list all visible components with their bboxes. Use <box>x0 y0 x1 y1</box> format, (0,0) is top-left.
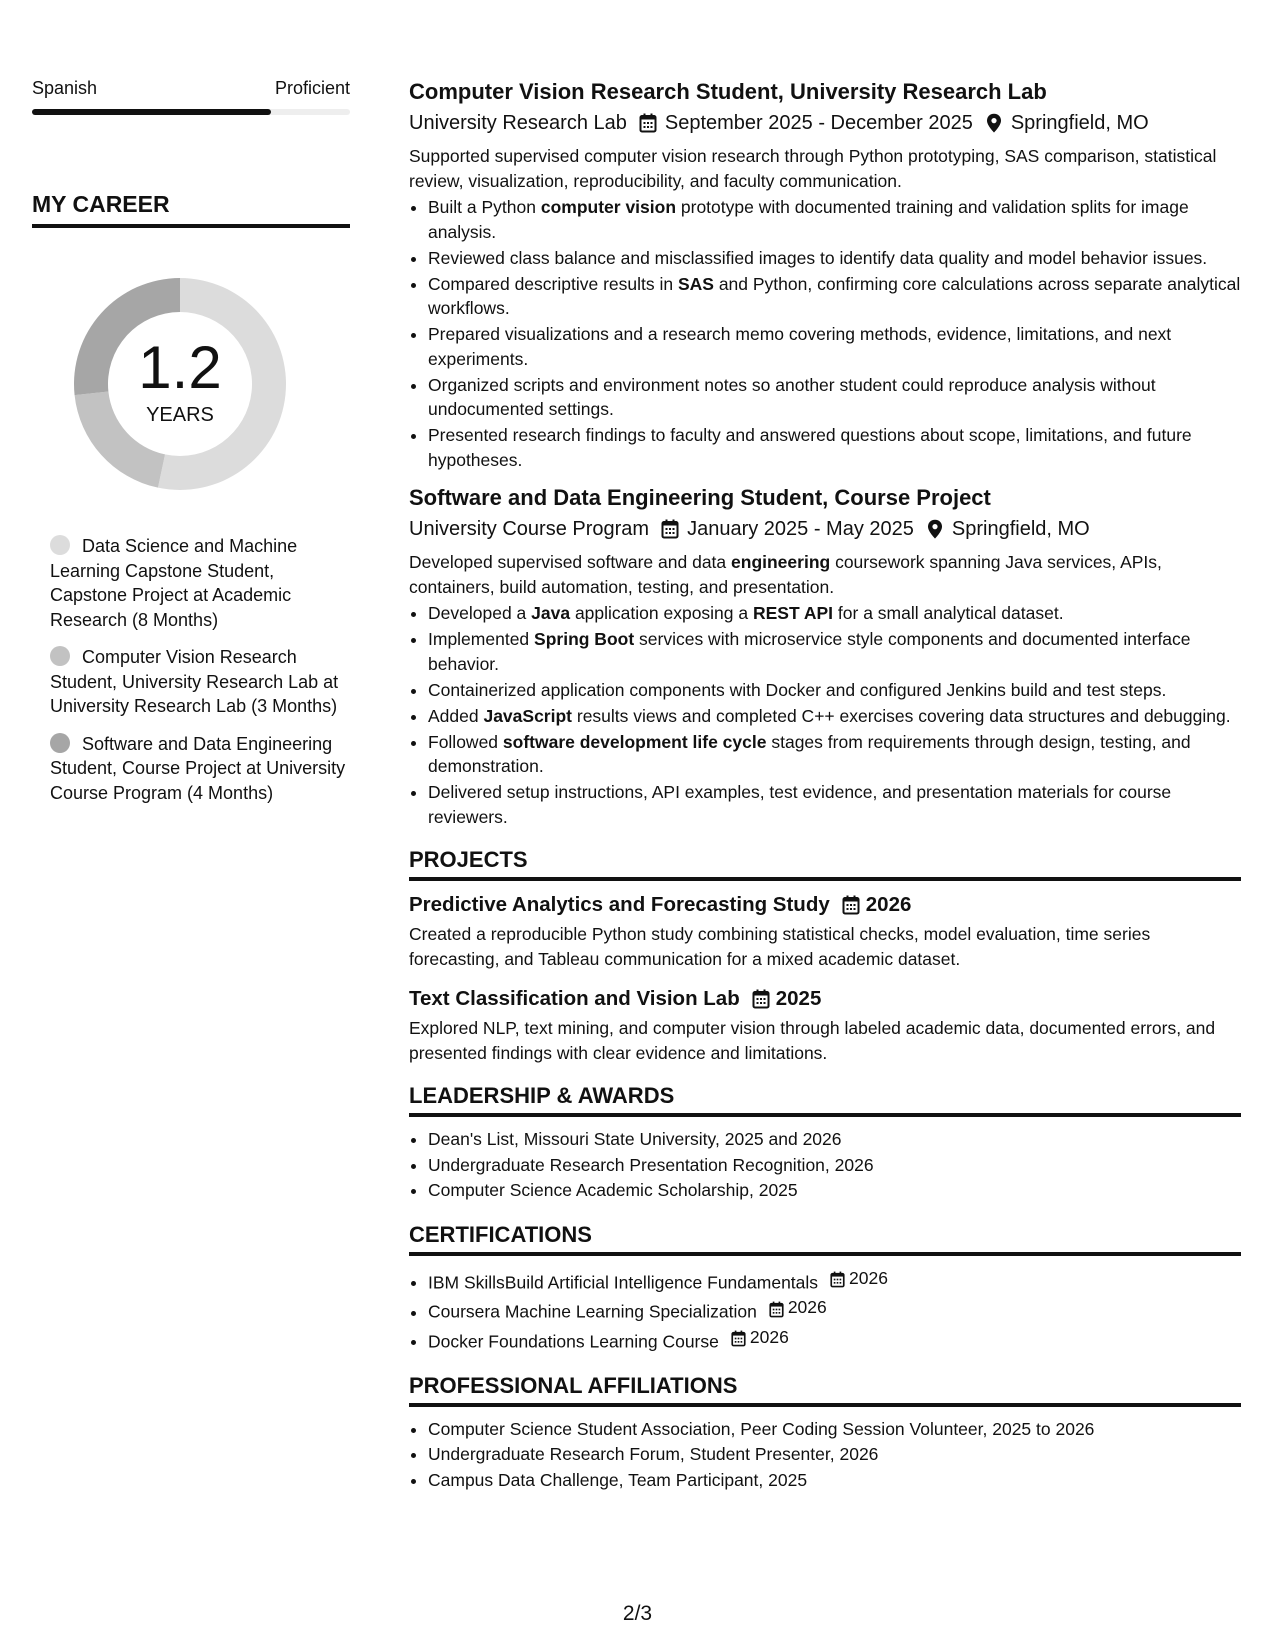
bold-keyword: Java <box>531 603 571 623</box>
job-bullets <box>409 601 1241 829</box>
award-item: • Computer Science Academic Scholarship, 2025 <box>428 1178 1241 1204</box>
job-dates: September 2025 - December 2025 <box>664 112 973 134</box>
text-run: stages from requirements through design, testing, and demonstration. <box>428 731 1191 776</box>
career-legend-item <box>50 732 350 806</box>
job-summary <box>409 550 1241 599</box>
bold-keyword: REST API <box>752 603 834 623</box>
project-entry <box>409 985 1241 1065</box>
job-summary: Supported supervised computer vision research through Python prototyping, SAS comparison, statistical review, visualization, reproducibility, and faculty communication. <box>409 146 1217 191</box>
bold-keyword: JavaScript <box>483 705 572 726</box>
experience-list <box>409 78 1241 829</box>
text-run: Presented research findings to faculty and answered questions about scope, limitations, and future hypotheses. <box>428 425 1192 470</box>
project-description: Explored NLP, text mining, and computer vision through labeled academic data, documented errors, and presented findings with clear evidence and limitations. <box>409 1018 1216 1063</box>
legend-dot-icon <box>50 733 70 753</box>
text-run: Developed supervised software and data <box>409 552 732 572</box>
text-run: Delivered setup instructions, API examples, test evidence, and presentation materials for course reviewers. <box>428 782 1172 827</box>
job-bullet <box>428 678 1241 703</box>
calendar-icon <box>731 1329 746 1346</box>
career-legend-label: Computer Vision Research Student, University Research Lab at University Research Lab (3 Months) <box>50 647 339 716</box>
page-number: 2/3 <box>622 1602 653 1625</box>
job-meta <box>409 516 1241 542</box>
job-organization: University Course Program <box>409 518 650 540</box>
text-run: Compared descriptive results in <box>428 273 678 294</box>
job-entry <box>409 484 1241 829</box>
certification-item <box>428 1325 1241 1355</box>
text-run: Developed a <box>428 603 532 623</box>
certification-date <box>757 1295 827 1321</box>
certification-item <box>428 1295 1241 1325</box>
text-run: results views and completed C++ exercises covering data structures and debugging. <box>572 705 1231 726</box>
certification-name: Coursera Machine Learning Specialization <box>428 1301 757 1322</box>
legend-dot-icon <box>50 535 70 555</box>
career-total-years: 1.2 <box>138 333 222 401</box>
award-item: • Undergraduate Research Presentation Recognition, 2026 <box>428 1153 1241 1179</box>
affiliations-heading: PROFESSIONAL AFFILIATIONS <box>409 1373 1241 1407</box>
job-entry <box>409 78 1241 472</box>
project-description: Created a reproducible Python study combining statistical checks, model evaluation, time series forecasting, and Tableau communication for a mixed academic dataset. <box>409 924 1151 969</box>
affiliations-list <box>409 1417 1241 1494</box>
leadership-heading: LEADERSHIP & AWARDS <box>409 1083 1241 1117</box>
job-location: Springfield, MO <box>951 518 1090 540</box>
projects-heading: PROJECTS <box>409 847 1241 881</box>
map-pin-icon <box>985 113 1003 133</box>
text-run: application exposing a <box>570 603 753 623</box>
certification-name: IBM SkillsBuild Artificial Intelligence Fundamentals <box>428 1271 819 1292</box>
job-bullet <box>428 322 1241 371</box>
calendar-icon <box>661 519 679 539</box>
job-bullet <box>428 627 1241 676</box>
career-total-unit: YEARS <box>146 403 214 426</box>
project-title-row <box>409 891 1241 919</box>
bold-keyword: computer vision <box>540 197 677 217</box>
certification-year: 2026 <box>787 1297 827 1318</box>
text-run: prototype with documented training and validation splits for image analysis. <box>428 197 1189 242</box>
text-run: Built a Python <box>428 197 541 217</box>
project-entry <box>409 891 1241 971</box>
projects-list <box>409 891 1241 1065</box>
text-run: Followed <box>428 731 503 752</box>
map-pin-icon <box>926 519 944 539</box>
certification-name: Docker Foundations Learning Course <box>428 1331 719 1352</box>
affiliation-item: • Campus Data Challenge, Team Participant, 2025 <box>428 1468 1241 1494</box>
affiliation-item: • Computer Science Student Association, Peer Coding Session Volunteer, 2025 to 2026 <box>428 1417 1241 1443</box>
job-title: Software and Data Engineering Student, Course Project <box>409 485 991 510</box>
certification-year: 2026 <box>749 1327 789 1347</box>
certification-year: 2026 <box>849 1267 888 1288</box>
language-row <box>32 78 350 99</box>
project-year: 2025 <box>775 987 822 1010</box>
career-legend-item <box>50 645 350 719</box>
certification-date <box>818 1266 888 1292</box>
bold-keyword: Spring Boot <box>534 629 635 649</box>
job-organization: University Research Lab <box>409 112 627 134</box>
text-run: Containerized application components with Docker and configured Jenkins build and test steps. <box>428 679 1167 700</box>
language-level: Proficient <box>274 78 350 98</box>
job-meta <box>409 110 1241 136</box>
text-run: Added <box>428 705 484 726</box>
affiliation-item: • Undergraduate Research Forum, Student Presenter, 2026 <box>428 1442 1241 1468</box>
project-title: Text Classification and Vision Lab <box>409 987 740 1010</box>
certifications-heading: CERTIFICATIONS <box>409 1222 1241 1256</box>
career-legend-item <box>50 534 350 632</box>
project-title-row <box>409 985 1241 1013</box>
text-run: Reviewed class balance and misclassified images to identify data quality and model behavior issues. <box>428 247 1208 268</box>
language-name: Spanish <box>32 78 98 98</box>
calendar-icon <box>842 895 860 915</box>
job-bullet <box>428 730 1241 779</box>
text-run: Organized scripts and environment notes so another student could reproduce analysis without undocumented settings. <box>428 374 1156 419</box>
donut-center <box>66 270 294 498</box>
certifications-list <box>409 1266 1241 1355</box>
text-run: Implemented <box>428 629 535 649</box>
certification-date <box>719 1325 789 1351</box>
career-legend-label: Software and Data Engineering Student, Course Project at University Course Program (4 Months) <box>50 733 346 803</box>
job-bullet <box>428 272 1241 321</box>
calendar-icon <box>769 1300 784 1317</box>
leadership-list <box>409 1127 1241 1204</box>
text-run: and Python, confirming core calculations across separate analytical workflows. <box>428 273 1241 318</box>
text-run: services with microservice style components and documented interface behavior. <box>428 629 1191 674</box>
bold-keyword: SAS <box>677 273 714 294</box>
career-donut-chart <box>66 270 294 498</box>
bold-keyword: software development life cycle <box>502 731 767 752</box>
job-bullet <box>428 423 1241 472</box>
sidebar <box>32 78 350 818</box>
bold-keyword: engineering <box>731 552 831 572</box>
award-item: • Dean's List, Missouri State University, 2025 and 2026 <box>428 1127 1241 1153</box>
job-bullets <box>409 195 1241 472</box>
calendar-icon <box>830 1270 845 1287</box>
calendar-icon <box>752 989 770 1009</box>
job-bullet <box>428 704 1241 729</box>
main-content <box>409 78 1241 1493</box>
career-heading: MY CAREER <box>32 191 350 228</box>
job-location: Springfield, MO <box>1010 112 1149 134</box>
text-run: coursework spanning Java services, APIs, containers, build automation, testing, and presentation. <box>409 552 1162 597</box>
career-legend-label: Data Science and Machine Learning Capstone Student, Capstone Project at Academic Research (8 Months) <box>50 536 298 630</box>
calendar-icon <box>639 113 657 133</box>
text-run: for a small analytical dataset. <box>833 603 1064 623</box>
project-title: Predictive Analytics and Forecasting Study <box>409 893 830 916</box>
job-dates: January 2025 - May 2025 <box>687 518 914 540</box>
job-bullet <box>428 780 1241 829</box>
legend-dot-icon <box>50 646 70 666</box>
job-title: Computer Vision Research Student, University Research Lab <box>409 79 1047 104</box>
project-year: 2026 <box>865 893 912 916</box>
career-legend <box>50 534 350 805</box>
text-run: Prepared visualizations and a research memo covering methods, evidence, limitations, and next experiments. <box>428 324 1172 369</box>
job-bullet <box>428 246 1241 271</box>
language-proficiency-fill <box>32 109 271 115</box>
job-bullet <box>428 601 1241 626</box>
job-bullet <box>428 373 1241 422</box>
job-bullet <box>428 195 1241 244</box>
certification-item <box>428 1266 1241 1296</box>
language-proficiency-bar <box>32 109 350 115</box>
